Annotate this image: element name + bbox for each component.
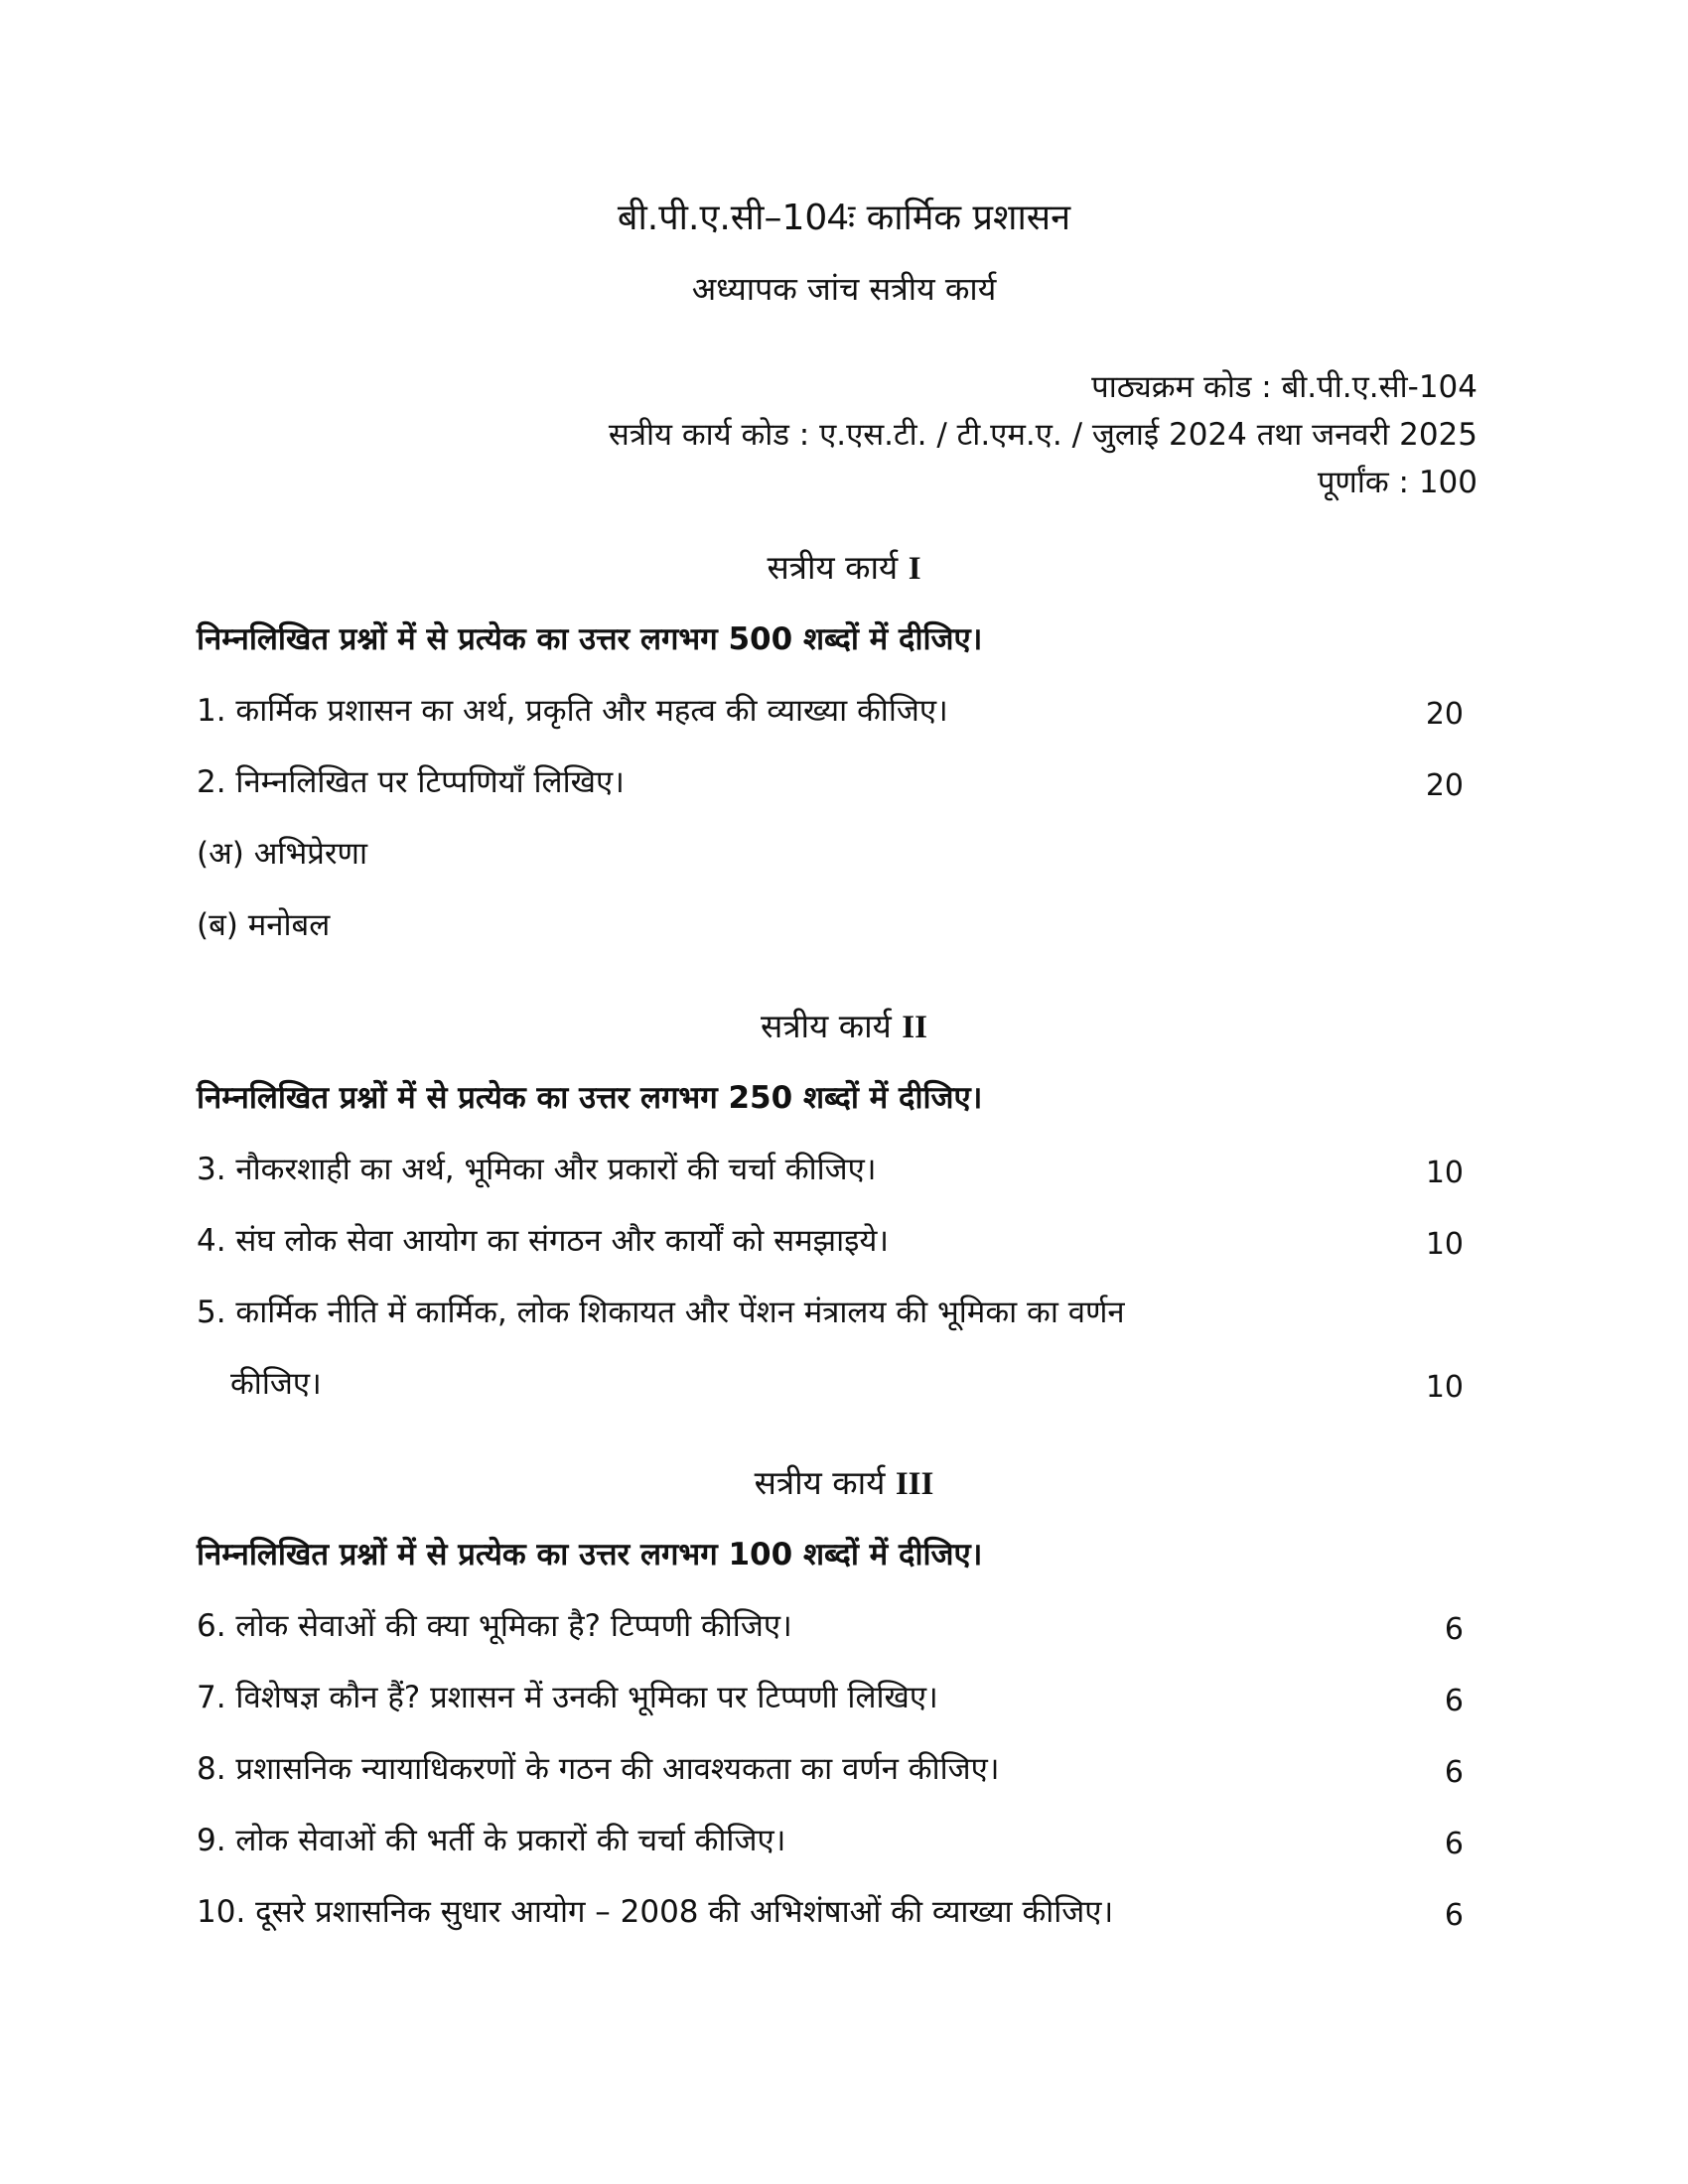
section-roman-numeral: I [908,551,921,587]
question-9: 9. लोक सेवाओं की भर्ती के प्रकारों की चर्चा कीजिए। [197,1823,786,1858]
course-code: पाठ्यक्रम कोड : बी.पी.ए.सी-104 [1091,369,1477,405]
question-4: 4. संघ लोक सेवा आयोग का संगठन और कार्यों को समझाइये। [197,1223,890,1259]
question-7-marks: 6 [1444,1684,1464,1718]
question-2: 2. निम्नलिखित पर टिप्पणियाँ लिखिए। [197,764,625,800]
section-title-prefix: सत्रीय कार्य [767,548,899,587]
question-8: 8. प्रशासनिक न्यायाधिकरणों के गठन की आवश्यकता का वर्णन कीजिए। [197,1751,1000,1787]
section-title-1 [0,548,1688,590]
question-5-continuation: कीजिए। [230,1366,322,1402]
question-1: 1. कार्मिक प्रशासन का अर्थ, प्रकृति और महत्व की व्याख्या कीजिए। [197,693,948,729]
question-6: 6. लोक सेवाओं की क्या भूमिका है? टिप्पणी कीजिए। [197,1608,792,1644]
question-4-marks: 10 [1425,1227,1464,1262]
section-3-instruction: निम्नलिखित प्रश्नों में से प्रत्येक का उत्तर लगभग 100 शब्दों में दीजिए। [197,1537,983,1572]
document-subtitle: अध्यापक जांच सत्रीय कार्य [691,270,997,308]
question-5-marks: 10 [1425,1370,1464,1405]
section-title-prefix: सत्रीय कार्य [754,1463,886,1502]
question-8-marks: 6 [1444,1755,1464,1790]
question-10: 10. दूसरे प्रशासनिक सुधार आयोग – 2008 की अभिशंषाओं की व्याख्या कीजिए। [197,1894,1114,1930]
question-6-marks: 6 [1444,1612,1464,1647]
question-2-subpart-b: (ब) मनोबल [197,907,331,943]
question-2-marks: 20 [1425,768,1464,803]
question-3-marks: 10 [1425,1156,1464,1190]
assignment-code: सत्रीय कार्य कोड : ए.एस.टी. / टी.एम.ए. / जुलाई 2024 तथा जनवरी 2025 [608,417,1477,453]
section-title-3 [0,1463,1688,1505]
section-title-2 [0,1007,1688,1048]
section-1-instruction: निम्नलिखित प्रश्नों में से प्रत्येक का उत्तर लगभग 500 शब्दों में दीजिए। [197,621,983,657]
max-marks: पूर्णांक : 100 [1317,465,1477,500]
question-2-subpart-a: (अ) अभिप्रेरणा [197,836,367,872]
section-roman-numeral: III [895,1466,934,1502]
question-3: 3. नौकरशाही का अर्थ, भूमिका और प्रकारों की चर्चा कीजिए। [197,1152,877,1187]
section-roman-numeral: II [902,1010,927,1045]
question-9-marks: 6 [1444,1827,1464,1861]
question-7: 7. विशेषज्ञ कौन हैं? प्रशासन में उनकी भूमिका पर टिप्पणी लिखिए। [197,1680,938,1715]
section-title-prefix: सत्रीय कार्य [761,1007,892,1045]
question-1-marks: 20 [1425,697,1464,732]
document-title: बी.पी.ए.सी–104ः कार्मिक प्रशासन [617,198,1071,238]
section-2-instruction: निम्नलिखित प्रश्नों में से प्रत्येक का उत्तर लगभग 250 शब्दों में दीजिए। [197,1080,983,1116]
question-5: 5. कार्मिक नीति में कार्मिक, लोक शिकायत और पेंशन मंत्रालय की भूमिका का वर्णन [197,1295,1125,1330]
question-10-marks: 6 [1444,1898,1464,1933]
